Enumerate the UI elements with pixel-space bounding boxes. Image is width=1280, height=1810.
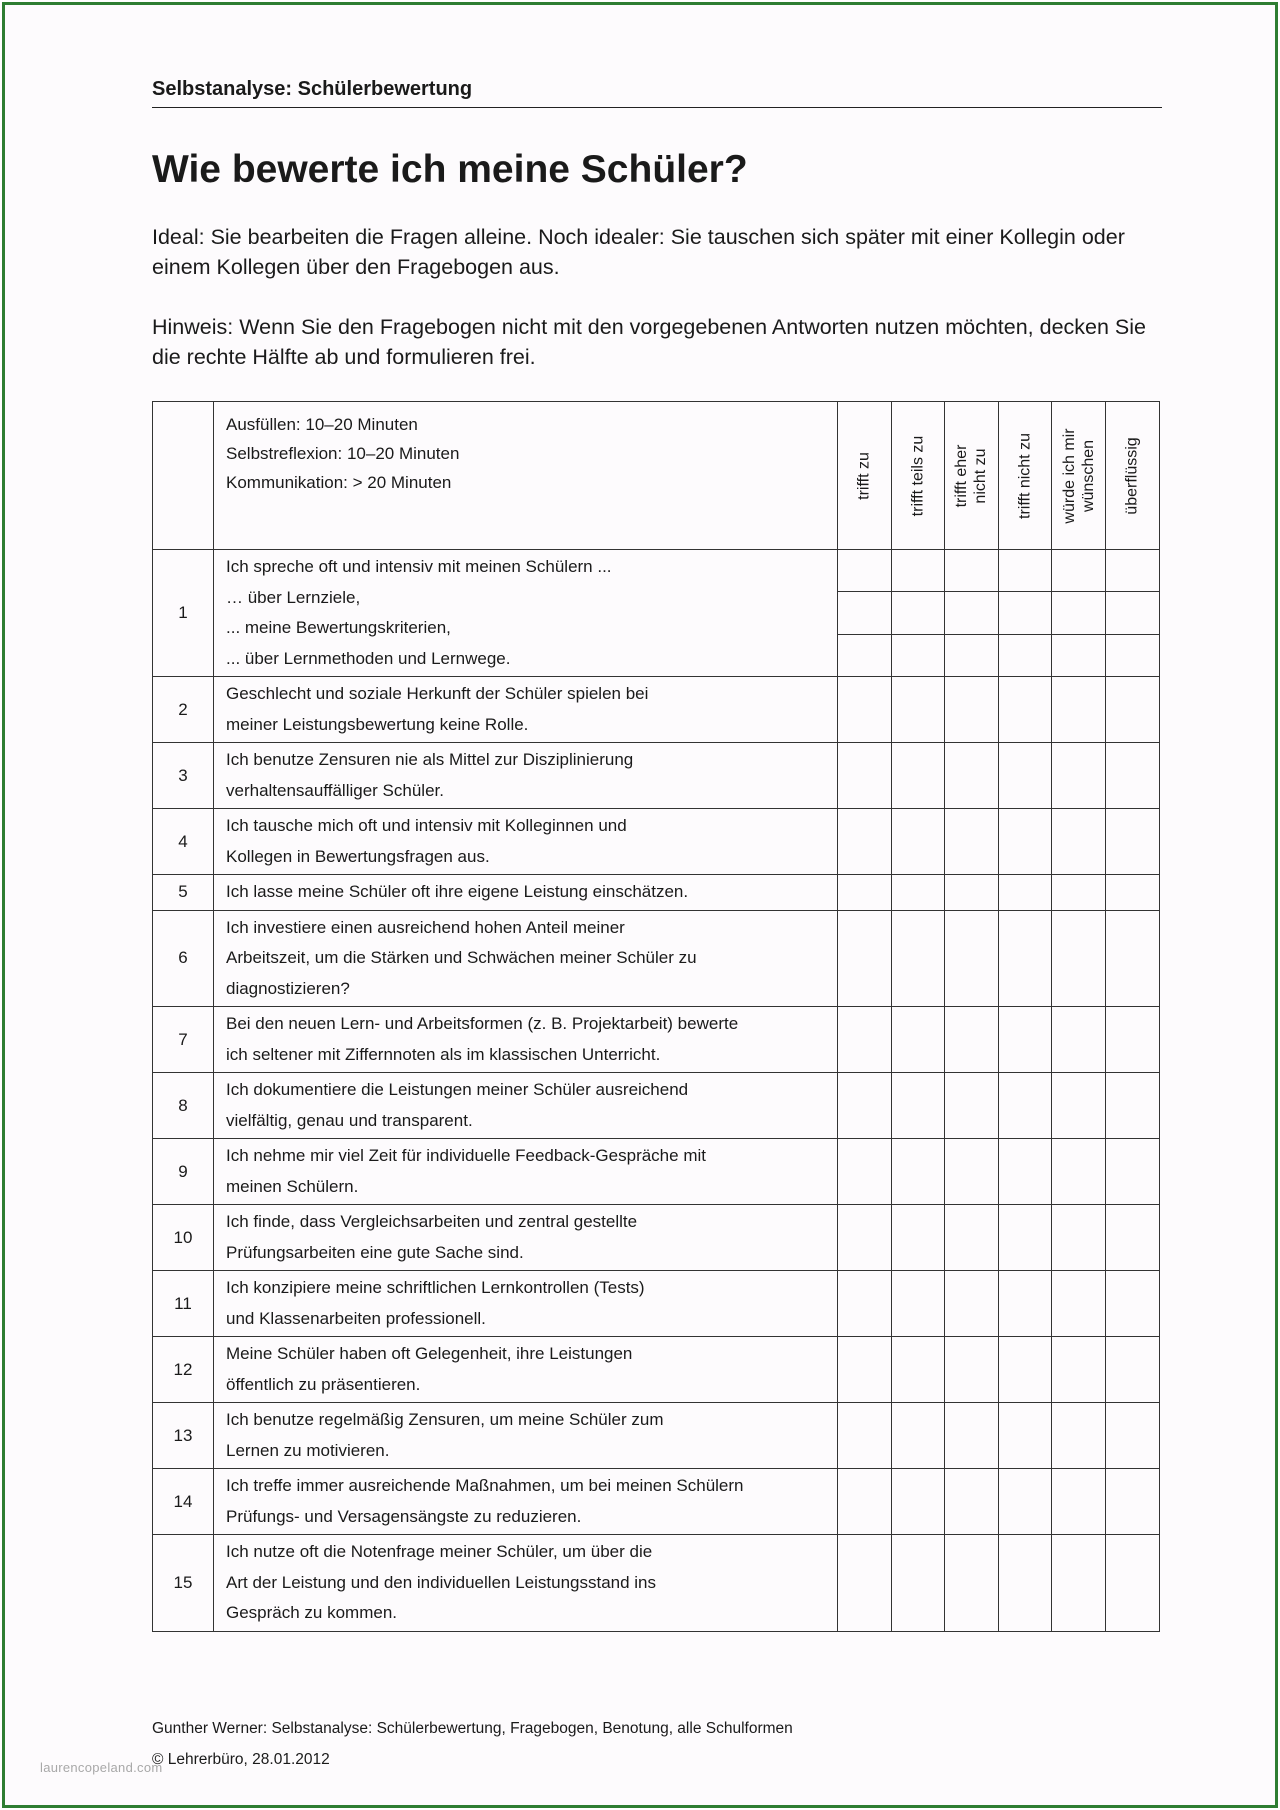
option-label: trifft nicht zu — [1016, 432, 1034, 519]
question-line: Lernen zu motivieren. — [226, 1440, 390, 1460]
answer-checkbox-cell[interactable] — [891, 1535, 945, 1632]
footer — [152, 1713, 793, 1775]
question-line: … über Lernziele, — [226, 587, 361, 607]
questionnaire-table — [152, 401, 1160, 1632]
question-line: Ich nehme mir viel Zeit für individuelle Feedback-Gespräche mit — [226, 1146, 706, 1165]
question-line: verhaltensauffälliger Schüler. — [226, 780, 444, 800]
answer-checkbox-cell[interactable] — [1105, 743, 1159, 809]
question-text — [214, 1073, 838, 1139]
answer-checkbox-cell[interactable] — [1105, 875, 1159, 911]
answer-checkbox-cell[interactable] — [838, 910, 892, 1007]
question-line: Prüfungsarbeiten eine gute Sache sind. — [226, 1242, 524, 1262]
question-number: 14 — [153, 1469, 214, 1535]
answer-checkbox-cell[interactable] — [838, 743, 892, 809]
answer-checkbox-cell[interactable] — [1052, 677, 1106, 743]
answer-checkbox-cell[interactable] — [1105, 1469, 1159, 1535]
table-row — [153, 1205, 1160, 1271]
question-line: vielfältig, genau und transparent. — [226, 1110, 473, 1130]
answer-checkbox-cell[interactable] — [1052, 634, 1106, 676]
answer-checkbox-cell[interactable] — [945, 1205, 999, 1271]
table-row — [153, 677, 1160, 743]
option-label: trifft eher nicht zu — [953, 444, 990, 507]
answer-checkbox-cell[interactable] — [838, 634, 892, 676]
option-label: würde ich mir wünschen — [1060, 427, 1097, 524]
answer-checkbox-cell[interactable] — [838, 677, 892, 743]
option-header — [1105, 402, 1159, 550]
answer-checkbox-cell[interactable] — [1105, 910, 1159, 1007]
question-line: Ich dokumentiere die Leistungen meiner Schüler ausreichend — [226, 1080, 689, 1099]
answer-checkbox-cell[interactable] — [945, 1139, 999, 1205]
answer-checkbox-cell[interactable] — [998, 677, 1052, 743]
question-line: meinen Schülern. — [226, 1176, 359, 1196]
question-number: 8 — [153, 1073, 214, 1139]
question-line: Geschlecht und soziale Herkunft der Schüler spielen bei — [226, 684, 649, 703]
answer-checkbox-cell[interactable] — [1052, 910, 1106, 1007]
table-row — [153, 875, 1160, 911]
table-row — [153, 743, 1160, 809]
answer-checkbox-cell[interactable] — [998, 1271, 1052, 1337]
answer-checkbox-cell[interactable] — [1105, 1007, 1159, 1073]
question-text — [214, 1205, 838, 1271]
question-number: 9 — [153, 1139, 214, 1205]
answer-checkbox-cell[interactable] — [891, 550, 945, 592]
question-number: 3 — [153, 743, 214, 809]
answer-checkbox-cell[interactable] — [945, 1271, 999, 1337]
table-row — [153, 910, 1160, 1007]
answer-checkbox-cell[interactable] — [1052, 1535, 1106, 1632]
question-text — [214, 875, 838, 911]
question-number: 10 — [153, 1205, 214, 1271]
answer-checkbox-cell[interactable] — [945, 1337, 999, 1403]
question-line: Art der Leistung und den individuellen Leistungsstand ins — [226, 1572, 657, 1592]
answer-checkbox-cell[interactable] — [891, 1469, 945, 1535]
answer-checkbox-cell[interactable] — [1105, 1271, 1159, 1337]
page-title: Wie bewerte ich meine Schüler? — [152, 148, 748, 191]
question-line: Ich tausche mich oft und intensiv mit Kolleginnen und — [226, 816, 627, 835]
question-line: ich seltener mit Ziffernnoten als im klassischen Unterricht. — [226, 1044, 661, 1064]
table-row — [153, 1139, 1160, 1205]
answer-checkbox-cell[interactable] — [1105, 1337, 1159, 1403]
answer-checkbox-cell[interactable] — [945, 1007, 999, 1073]
answer-checkbox-cell[interactable] — [1105, 1139, 1159, 1205]
answer-checkbox-cell[interactable] — [838, 809, 892, 875]
answer-checkbox-cell[interactable] — [838, 1469, 892, 1535]
table-row — [153, 1271, 1160, 1337]
answer-checkbox-cell[interactable] — [891, 1271, 945, 1337]
answer-checkbox-cell[interactable] — [945, 1073, 999, 1139]
time-info-line: Selbstreflexion: 10–20 Minuten — [226, 444, 460, 463]
question-line: ... über Lernmethoden und Lernwege. — [226, 648, 511, 668]
question-line: Ich lasse meine Schüler oft ihre eigene Leistung einschätzen. — [226, 882, 689, 901]
answer-checkbox-cell[interactable] — [998, 743, 1052, 809]
answer-checkbox-cell[interactable] — [998, 1007, 1052, 1073]
question-number: 4 — [153, 809, 214, 875]
option-header — [891, 402, 945, 550]
answer-checkbox-cell[interactable] — [1105, 1403, 1159, 1469]
question-line: Ich konzipiere meine schriftlichen Lernkontrollen (Tests) — [226, 1278, 645, 1297]
answer-checkbox-cell[interactable] — [945, 1535, 999, 1632]
answer-checkbox-cell[interactable] — [1052, 875, 1106, 911]
answer-checkbox-cell[interactable] — [945, 743, 999, 809]
answer-checkbox-cell[interactable] — [1052, 592, 1106, 634]
question-line: Ich investiere einen ausreichend hohen Anteil meiner — [226, 917, 625, 937]
answer-checkbox-cell[interactable] — [838, 875, 892, 911]
answer-checkbox-cell[interactable] — [1052, 1403, 1106, 1469]
answer-checkbox-cell[interactable] — [1105, 1535, 1159, 1632]
table-header-row — [153, 402, 1160, 550]
answer-checkbox-cell[interactable] — [891, 910, 945, 1007]
answer-checkbox-cell[interactable] — [891, 743, 945, 809]
answer-checkbox-cell[interactable] — [838, 1205, 892, 1271]
answer-checkbox-cell[interactable] — [945, 809, 999, 875]
question-text — [214, 1535, 838, 1632]
option-label: trifft teils zu — [909, 435, 927, 516]
answer-checkbox-cell[interactable] — [891, 1007, 945, 1073]
question-number: 12 — [153, 1337, 214, 1403]
question-text — [214, 910, 838, 1007]
question-number: 15 — [153, 1535, 214, 1632]
answer-checkbox-cell[interactable] — [998, 634, 1052, 676]
answer-checkbox-cell[interactable] — [1105, 550, 1159, 592]
answer-checkbox-cell[interactable] — [998, 550, 1052, 592]
question-line: Gespräch zu kommen. — [226, 1603, 398, 1622]
question-text — [214, 1403, 838, 1469]
answer-checkbox-cell[interactable] — [891, 592, 945, 634]
question-line: Prüfungs- und Versagensängste zu reduzieren. — [226, 1506, 582, 1526]
answer-checkbox-cell[interactable] — [838, 1073, 892, 1139]
answer-checkbox-cell[interactable] — [891, 809, 945, 875]
answer-checkbox-cell[interactable] — [998, 1535, 1052, 1632]
answer-checkbox-cell[interactable] — [998, 592, 1052, 634]
question-number: 7 — [153, 1007, 214, 1073]
header-number-cell — [153, 402, 214, 550]
question-text — [214, 1337, 838, 1403]
question-text — [214, 743, 838, 809]
answer-checkbox-cell[interactable] — [945, 910, 999, 1007]
option-header — [1052, 402, 1106, 550]
answer-checkbox-cell[interactable] — [891, 1139, 945, 1205]
table-row — [153, 1007, 1160, 1073]
question-number: 1 — [153, 550, 214, 677]
answer-checkbox-cell[interactable] — [945, 634, 999, 676]
table-row — [153, 1469, 1160, 1535]
question-line: Ich spreche oft und intensiv mit meinen Schülern ... — [226, 557, 612, 576]
answer-checkbox-cell[interactable] — [1105, 677, 1159, 743]
question-line: diagnostizieren? — [226, 978, 350, 998]
answer-checkbox-cell[interactable] — [945, 550, 999, 592]
question-line: meiner Leistungsbewertung keine Rolle. — [226, 714, 529, 734]
answer-checkbox-cell[interactable] — [998, 1205, 1052, 1271]
question-line: ... meine Bewertungskriterien, — [226, 618, 451, 637]
answer-checkbox-cell[interactable] — [838, 1139, 892, 1205]
answer-checkbox-cell[interactable] — [1052, 1337, 1106, 1403]
footer-citation: Gunther Werner: Selbstanalyse: Schülerbewertung, Fragebogen, Benotung, alle Schulformen — [152, 1720, 793, 1737]
answer-checkbox-cell[interactable] — [1052, 1007, 1106, 1073]
answer-checkbox-cell[interactable] — [998, 875, 1052, 911]
question-text — [214, 1271, 838, 1337]
intro-hint: Hinweis: Wenn Sie den Fragebogen nicht mit den vorgegebenen Antworten nutzen möchten, decken Sie die rechte Hälfte ab und formulieren frei. — [152, 315, 1147, 369]
answer-checkbox-cell[interactable] — [1052, 1469, 1106, 1535]
table-row — [153, 1073, 1160, 1139]
intro-ideal: Ideal: Sie bearbeiten die Fragen alleine. Noch idealer: Sie tauschen sich später mit einer Kollegin oder einem Kollegen über den Fragebogen aus. — [152, 225, 1125, 279]
question-line: Kollegen in Bewertungsfragen aus. — [226, 846, 490, 866]
question-text — [214, 550, 838, 677]
answer-checkbox-cell[interactable] — [891, 875, 945, 911]
answer-checkbox-cell[interactable] — [998, 1403, 1052, 1469]
option-header — [838, 402, 892, 550]
table-row — [153, 1403, 1160, 1469]
answer-checkbox-cell[interactable] — [1105, 809, 1159, 875]
answer-checkbox-cell[interactable] — [838, 1337, 892, 1403]
question-text — [214, 1007, 838, 1073]
answer-checkbox-cell[interactable] — [998, 910, 1052, 1007]
question-line: Ich benutze regelmäßig Zensuren, um meine Schüler zum — [226, 1410, 664, 1429]
answer-checkbox-cell[interactable] — [945, 1469, 999, 1535]
watermark: laurencopeland.com — [40, 1760, 163, 1775]
time-info-line: Ausfüllen: 10–20 Minuten — [226, 415, 418, 434]
running-header: Selbstanalyse: Schülerbewertung — [152, 78, 1162, 108]
question-line: Ich benutze Zensuren nie als Mittel zur Disziplinierung — [226, 750, 634, 769]
option-label: überflüssig — [1123, 436, 1141, 515]
answer-checkbox-cell[interactable] — [891, 634, 945, 676]
table-row — [153, 809, 1160, 875]
table-row — [153, 1535, 1160, 1632]
answer-checkbox-cell[interactable] — [1105, 1205, 1159, 1271]
question-line: öffentlich zu präsentieren. — [226, 1374, 421, 1394]
footer-copyright: © Lehrerbüro, 28.01.2012 — [152, 1751, 330, 1768]
time-info-line: Kommunikation: > 20 Minuten — [226, 473, 452, 492]
answer-checkbox-cell[interactable] — [998, 1337, 1052, 1403]
question-number: 11 — [153, 1271, 214, 1337]
answer-checkbox-cell[interactable] — [838, 1271, 892, 1337]
option-header — [998, 402, 1052, 550]
answer-checkbox-cell[interactable] — [945, 677, 999, 743]
answer-checkbox-cell[interactable] — [1052, 1073, 1106, 1139]
question-text — [214, 677, 838, 743]
answer-checkbox-cell[interactable] — [1105, 592, 1159, 634]
question-text — [214, 1139, 838, 1205]
table-row — [153, 550, 1160, 592]
answer-checkbox-cell[interactable] — [838, 1535, 892, 1632]
question-line: Arbeitszeit, um die Stärken und Schwächen meiner Schüler zu — [226, 948, 697, 967]
answer-checkbox-cell[interactable] — [838, 1403, 892, 1469]
answer-checkbox-cell[interactable] — [838, 592, 892, 634]
time-info — [214, 402, 838, 550]
answer-checkbox-cell[interactable] — [891, 1337, 945, 1403]
answer-checkbox-cell[interactable] — [945, 1403, 999, 1469]
answer-checkbox-cell[interactable] — [891, 1205, 945, 1271]
answer-checkbox-cell[interactable] — [1052, 1205, 1106, 1271]
answer-checkbox-cell[interactable] — [998, 1469, 1052, 1535]
answer-checkbox-cell[interactable] — [945, 592, 999, 634]
answer-checkbox-cell[interactable] — [891, 677, 945, 743]
answer-checkbox-cell[interactable] — [998, 1073, 1052, 1139]
question-line: und Klassenarbeiten professionell. — [226, 1308, 486, 1328]
answer-checkbox-cell[interactable] — [945, 875, 999, 911]
answer-checkbox-cell[interactable] — [891, 1073, 945, 1139]
question-line: Ich nutze oft die Notenfrage meiner Schüler, um über die — [226, 1542, 653, 1561]
question-number: 5 — [153, 875, 214, 911]
answer-checkbox-cell[interactable] — [998, 809, 1052, 875]
question-line: Ich treffe immer ausreichende Maßnahmen, um bei meinen Schülern — [226, 1476, 744, 1495]
answer-checkbox-cell[interactable] — [1052, 550, 1106, 592]
question-line: Meine Schüler haben oft Gelegenheit, ihre Leistungen — [226, 1344, 633, 1363]
answer-checkbox-cell[interactable] — [1052, 1139, 1106, 1205]
answer-checkbox-cell[interactable] — [1052, 809, 1106, 875]
answer-checkbox-cell[interactable] — [1105, 1073, 1159, 1139]
table-row — [153, 1337, 1160, 1403]
answer-checkbox-cell[interactable] — [998, 1139, 1052, 1205]
question-number: 13 — [153, 1403, 214, 1469]
question-line: Bei den neuen Lern- und Arbeitsformen (z. B. Projektarbeit) bewerte — [226, 1014, 739, 1033]
answer-checkbox-cell[interactable] — [838, 1007, 892, 1073]
question-number: 2 — [153, 677, 214, 743]
question-text — [214, 809, 838, 875]
option-label: trifft zu — [855, 451, 873, 500]
answer-checkbox-cell[interactable] — [838, 550, 892, 592]
answer-checkbox-cell[interactable] — [891, 1403, 945, 1469]
answer-checkbox-cell[interactable] — [1105, 634, 1159, 676]
question-number: 6 — [153, 910, 214, 1007]
answer-checkbox-cell[interactable] — [1052, 1271, 1106, 1337]
answer-checkbox-cell[interactable] — [1052, 743, 1106, 809]
option-header — [945, 402, 999, 550]
question-text — [214, 1469, 838, 1535]
question-line: Ich finde, dass Vergleichsarbeiten und zentral gestellte — [226, 1212, 638, 1231]
